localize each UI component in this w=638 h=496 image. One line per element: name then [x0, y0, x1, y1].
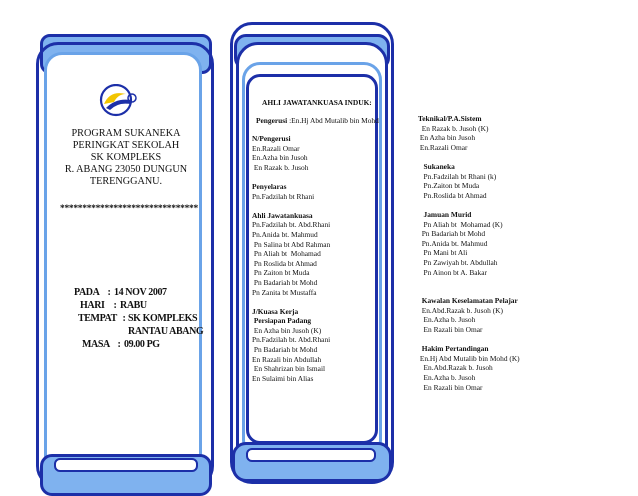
chairman-label: Pengerusi — [256, 116, 288, 125]
chairman-row — [256, 116, 379, 126]
detail-row — [74, 338, 204, 351]
detail-sep: : — [122, 313, 126, 324]
section-heading: Penyelaras — [252, 181, 287, 191]
member-name — [252, 172, 392, 182]
detail-label: TEMPAT — [78, 313, 117, 324]
member-name: En.Hj Abd Mutalib bin Mohd (K) — [418, 353, 520, 363]
member-name: En.Azha bin Jusoh — [252, 153, 308, 163]
detail-value: SK KOMPLEKS — [128, 313, 198, 324]
section-heading: Hakim Pertandingan — [418, 344, 489, 354]
detail-row — [74, 286, 204, 299]
member-name: En Razali bin Omar — [418, 382, 483, 392]
member-name: Pn Zaiton bt Muda — [252, 268, 310, 278]
member-name: Pn Badariah bt Mohd — [252, 345, 318, 355]
member-name — [418, 335, 618, 345]
member-name: Pn Roslida bt Ahmad — [252, 258, 317, 268]
member-name: Pn.Anida bt. Mahmud — [418, 238, 488, 248]
member-name: En Sulaimi bin Alias — [252, 373, 314, 383]
member-name: Pn.Zaiton bt Muda — [418, 181, 480, 191]
detail-value: RANTAU ABANG — [128, 326, 204, 337]
title-line: R. ABANG 23050 DUNGUN — [64, 164, 188, 175]
member-name: Pn Ainon bt A. Bakar — [418, 267, 487, 277]
member-name: Pn Salina bt Abd Rahman — [252, 239, 331, 249]
member-name — [418, 200, 618, 210]
member-name: En.Azha b. Jusoh — [418, 315, 476, 325]
member-name: Pn Zawiyah bt. Abdullah — [418, 257, 498, 267]
detail-label: MASA — [82, 339, 110, 350]
member-name: Pn.Fadzilah bt Rhani — [252, 191, 315, 201]
member-name: En Shahrizan bin Ismail — [252, 364, 326, 374]
section-heading: Kawalan Keselamatan Pelajar — [418, 296, 518, 306]
member-name: Pn Badariah bt Mohd — [418, 229, 486, 239]
member-name — [418, 152, 618, 162]
detail-row — [74, 325, 204, 338]
section-heading: Teknikal/P.A.Sistem — [418, 114, 482, 123]
member-name — [252, 201, 392, 211]
detail-value: RABU — [120, 300, 147, 311]
subcommittee-list — [418, 114, 618, 392]
section-heading: Jamuan Murid — [418, 209, 472, 219]
member-name: Pn Badariah bt Mohd — [252, 277, 318, 287]
committee-heading: AHLI JAWATANKUASA INDUK: — [262, 98, 372, 107]
detail-label: HARI — [80, 300, 105, 311]
member-name: En.Razali Omar — [252, 143, 300, 153]
member-name: Pn.Fadzilah bt Rhani (k) — [418, 171, 497, 181]
member-name: Pn Mani bt Ali — [418, 248, 468, 258]
member-name: En Azha bin Jusoh (K) — [252, 325, 322, 335]
detail-value: 09.00 PG — [124, 339, 160, 350]
member-name: En Razali bin Omar — [418, 325, 483, 335]
member-name: En Razak b. Jusoh — [252, 162, 309, 172]
section-heading: J/Kuasa Kerja — [252, 306, 299, 316]
star-divider: ******************************* — [60, 204, 198, 214]
detail-row — [74, 299, 204, 312]
title-line: PERINGKAT SEKOLAH — [72, 140, 180, 151]
member-name — [252, 297, 392, 307]
detail-sep: : — [107, 287, 111, 298]
member-name: En.Azha b. Jusoh — [418, 373, 476, 383]
committee-list — [252, 134, 392, 383]
title-line: SK KOMPLEKS — [90, 152, 162, 163]
event-title — [56, 128, 196, 188]
member-name: En.Razali Omar — [418, 142, 468, 152]
member-name: En Razak b. Jusoh (K) — [418, 123, 489, 133]
member-name: Pn.Fadzilah bt. Abd.Rhani — [252, 220, 331, 230]
member-name: En Azha bin Jusoh — [418, 133, 476, 143]
member-name: Pn Aliah bt Mohamad (K) — [418, 219, 503, 229]
member-name — [418, 277, 618, 287]
member-name: Pn Zanita bt Mustaffa — [252, 287, 317, 297]
event-details — [74, 286, 204, 351]
chairman-value: :En.Hj Abd Mutalib bin Mohd — [289, 116, 379, 125]
detail-label: PADA — [74, 287, 100, 298]
detail-sep: : — [117, 339, 121, 350]
member-name: Pn.Roslida bt Ahmad — [418, 190, 487, 200]
member-name: Pn.Anida bt. Mahmud — [252, 229, 318, 239]
detail-sep: : — [113, 300, 117, 311]
school-logo — [96, 84, 140, 118]
title-line: PROGRAM SUKANEKA — [71, 128, 181, 139]
member-name: En Razali bin Abdullah — [252, 354, 322, 364]
section-heading: Sukaneka — [418, 161, 455, 171]
title-line: TERENGGANU. — [89, 176, 163, 187]
section-heading: Ahli Jawatankuasa — [252, 210, 313, 220]
member-name: Pn.Fadzilah bt. Abd.Rhani — [252, 335, 331, 345]
detail-value: 14 NOV 2007 — [114, 287, 167, 298]
section-heading: Persiapan Padang — [252, 316, 312, 326]
member-name: En.Abd.Razak b. Jusoh (K) — [418, 305, 503, 315]
member-name: Pn Aliah bt Mohamad — [252, 249, 321, 259]
detail-row — [74, 312, 204, 325]
member-name: En.Abd.Razak b. Jusoh — [418, 363, 493, 373]
section-heading: N/Pengerusi — [252, 134, 291, 143]
member-name — [418, 287, 618, 297]
